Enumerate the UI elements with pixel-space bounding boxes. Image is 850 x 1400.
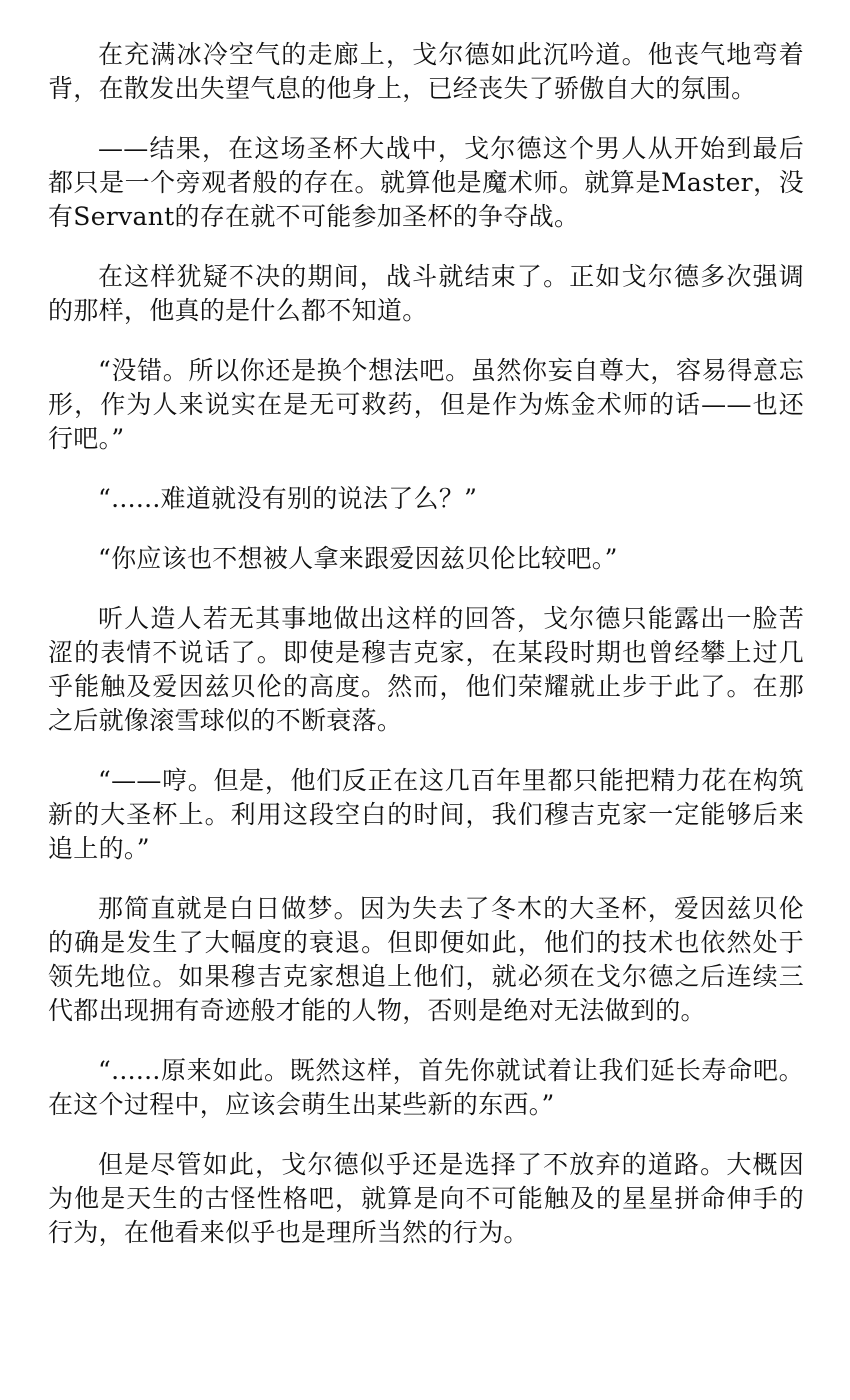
paragraph-5: “......难道就没有别的说法了么？” bbox=[98, 484, 478, 513]
paragraph-4: “没错。所以你还是换个想法吧。虽然你妄自尊大，容易得意忘形，作为人来说实在是无可救药，但是作为炼金术师的话——也还行吧。” bbox=[48, 356, 804, 453]
paragraph-8: “——哼。但是，他们反正在这几百年里都只能把精力花在构筑新的大圣杯上。利用这段空白的时间，我们穆吉克家一定能够后来追上的。” bbox=[48, 766, 804, 863]
paragraph-10: “......原来如此。既然这样，首先你就试着让我们延长寿命吧。在这个过程中，应该会萌生出某些新的东西。” bbox=[48, 1056, 804, 1119]
paragraph-9: 那简直就是白日做梦。因为失去了冬木的大圣杯，爱因兹贝伦的确是发生了大幅度的衰退。但即便如此，他们的技术也依然处于领先地位。如果穆吉克家想追上他们，就必须在戈尔德之后连续三代都出现拥有奇迹般才能的人物，否则是绝对无法做到的。 bbox=[48, 894, 804, 1025]
paragraph-11: 但是尽管如此，戈尔德似乎还是选择了不放弃的道路。大概因为他是天生的古怪性格吧，就算是向不可能触及的星星拼命伸手的行为，在他看来似乎也是理所当然的行为。 bbox=[48, 1150, 804, 1247]
paragraph-3: 在这样犹疑不决的期间，战斗就结束了。正如戈尔德多次强调的那样，他真的是什么都不知道。 bbox=[48, 262, 804, 325]
paragraph-7: 听人造人若无其事地做出这样的回答，戈尔德只能露出一脸苦涩的表情不说话了。即使是穆吉克家，在某段时期也曾经攀上过几乎能触及爱因兹贝伦的高度。然而，他们荣耀就止步于此了。在那之后就像滚雪球似的不断衰落。 bbox=[48, 604, 804, 735]
paragraph-6: “你应该也不想被人拿来跟爱因兹贝伦比较吧。” bbox=[98, 544, 618, 573]
paragraph-1: 在充满冰冷空气的走廊上，戈尔德如此沉吟道。他丧气地弯着背，在散发出失望气息的他身上，已经丧失了骄傲自大的氛围。 bbox=[48, 40, 804, 103]
paragraph-2: ——结果，在这场圣杯大战中，戈尔德这个男人从开始到最后都只是一个旁观者般的存在。就算他是魔术师。就算是Master，没有Servant的存在就不可能参加圣杯的争夺战。 bbox=[48, 134, 804, 231]
